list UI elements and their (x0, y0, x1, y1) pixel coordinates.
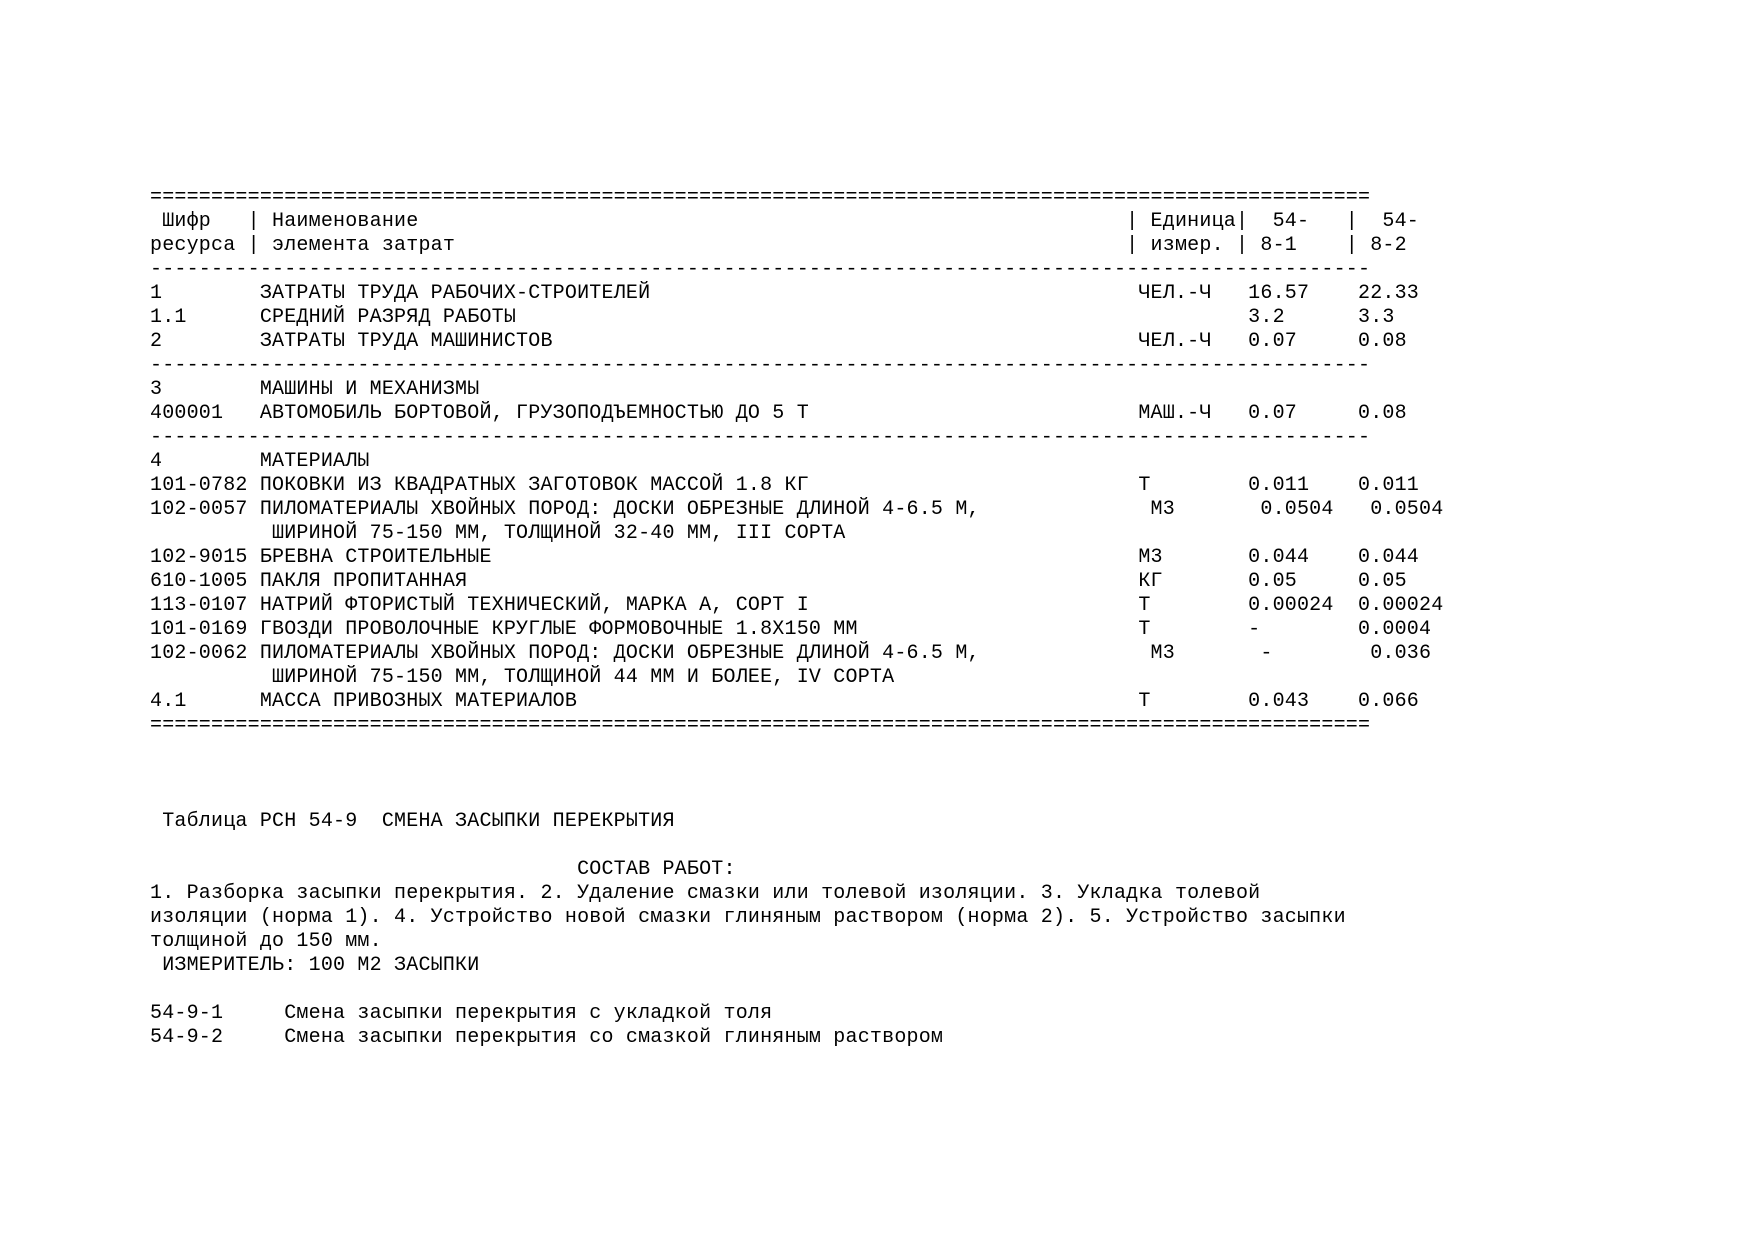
code-line: 54-9-2 Смена засыпки перекрытия со смазкой глиняным раствором (150, 1026, 944, 1049)
work-composition-line: толщиной до 150 мм. (150, 930, 382, 953)
table-row: 610-1005 ПАКЛЯ ПРОПИТАННАЯ КГ 0.05 0.05 (150, 570, 1407, 593)
table-bottom-rule: ==================================================================================================== (150, 714, 1371, 737)
work-composition-line: изоляции (норма 1). 4. Устройство новой смазки глиняным раствором (норма 2). 5. Устройство засыпки (150, 906, 1346, 929)
table-section-rule: ---------------------------------------------------------------------------------------------------- (150, 426, 1371, 449)
table-header-rule: ---------------------------------------------------------------------------------------------------- (150, 258, 1371, 281)
table-row: 102-9015 БРЕВНА СТРОИТЕЛЬНЫЕ М3 0.044 0.044 (150, 546, 1420, 569)
table-row: 1 ЗАТРАТЫ ТРУДА РАБОЧИХ-СТРОИТЕЛЕЙ ЧЕЛ.-Ч 16.57 22.33 (150, 282, 1420, 305)
table-row: 4 МАТЕРИАЛЫ (150, 450, 370, 473)
measure-unit: ИЗМЕРИТЕЛЬ: 100 М2 ЗАСЫПКИ (150, 954, 480, 977)
table-row: 4.1 МАССА ПРИВОЗНЫХ МАТЕРИАЛОВ Т 0.043 0.066 (150, 690, 1420, 713)
table-title: Таблица РСН 54-9 СМЕНА ЗАСЫПКИ ПЕРЕКРЫТИЯ (150, 810, 675, 833)
table-row: 2 ЗАТРАТЫ ТРУДА МАШИНИСТОВ ЧЕЛ.-Ч 0.07 0.08 (150, 330, 1407, 353)
table-row: 400001 АВТОМОБИЛЬ БОРТОВОЙ, ГРУЗОПОДЪЕМНОСТЬЮ ДО 5 Т МАШ.-Ч 0.07 0.08 (150, 402, 1407, 425)
table-top-rule: ==================================================================================================== (150, 186, 1371, 209)
table-row: 102-0057 ПИЛОМАТЕРИАЛЫ ХВОЙНЫХ ПОРОД: ДОСКИ ОБРЕЗНЫЕ ДЛИНОЙ 4-6.5 М, М3 0.0504 0.0504 (150, 498, 1444, 521)
table-row: 1.1 СРЕДНИЙ РАЗРЯД РАБОТЫ 3.2 3.3 (150, 306, 1395, 329)
table-row: 102-0062 ПИЛОМАТЕРИАЛЫ ХВОЙНЫХ ПОРОД: ДОСКИ ОБРЕЗНЫЕ ДЛИНОЙ 4-6.5 М, М3 - 0.036 (150, 642, 1432, 665)
table-row: 101-0169 ГВОЗДИ ПРОВОЛОЧНЫЕ КРУГЛЫЕ ФОРМОВОЧНЫЕ 1.8Х150 ММ Т - 0.0004 (150, 618, 1432, 641)
table-row: 3 МАШИНЫ И МЕХАНИЗМЫ (150, 378, 480, 401)
table-section-rule: ---------------------------------------------------------------------------------------------------- (150, 354, 1371, 377)
table-row: ШИРИНОЙ 75-150 ММ, ТОЛЩИНОЙ 32-40 ММ, III СОРТА (150, 522, 846, 545)
table-header-line-2: ресурса | элемента затрат | измер. | 8-1 | 8-2 (150, 234, 1407, 257)
table-row: 113-0107 НАТРИЙ ФТОРИСТЫЙ ТЕХНИЧЕСКИЙ, МАРКА А, СОРТ I Т 0.00024 0.00024 (150, 594, 1444, 617)
work-composition-line: 1. Разборка засыпки перекрытия. 2. Удаление смазки или толевой изоляции. 3. Укладка толевой (150, 882, 1261, 905)
code-line: 54-9-1 Смена засыпки перекрытия с укладкой толя (150, 1002, 773, 1025)
table-row: ШИРИНОЙ 75-150 ММ, ТОЛЩИНОЙ 44 ММ И БОЛЕЕ, IV СОРТА (150, 666, 895, 689)
table-row: 101-0782 ПОКОВКИ ИЗ КВАДРАТНЫХ ЗАГОТОВОК МАССОЙ 1.8 КГ Т 0.011 0.011 (150, 474, 1420, 497)
work-composition-heading: СОСТАВ РАБОТ: (150, 858, 736, 881)
table-header-line-1: Шифр | Наименование | Единица| 54- | 54- (150, 210, 1420, 233)
